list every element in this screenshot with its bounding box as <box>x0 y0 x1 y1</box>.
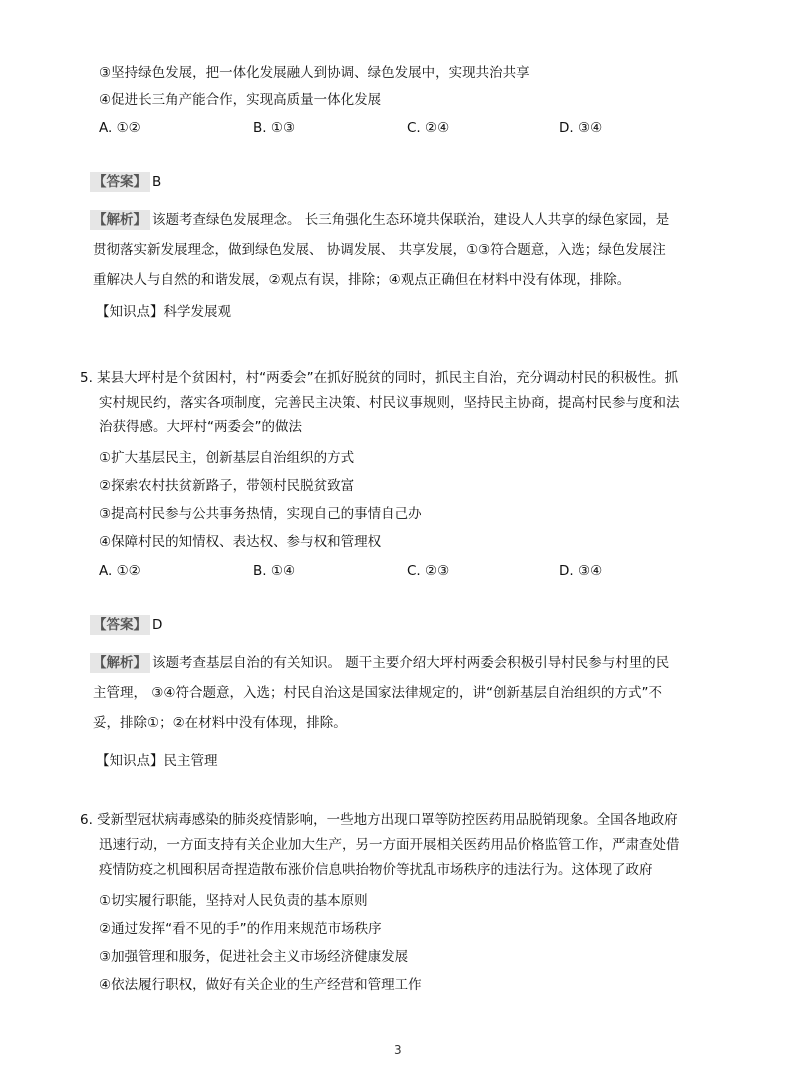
q5-stem-line-3: 治获得感。大坪村“两委会”的做法 <box>99 419 302 435</box>
prev-answer <box>90 172 161 192</box>
q5-item-1: ①扩大基层民主，创新基层自治组织的方式 <box>99 450 355 466</box>
prev-option-d: D. ③④ <box>559 120 603 136</box>
prev-option-b: B. ①③ <box>253 120 296 136</box>
q5-option-a: A. ①② <box>99 563 141 579</box>
q5-stem-line-1: 5. 某县大坪村是个贫困村，村“两委会”在抓好脱贫的同时，抓民主自治，充分调动村民的积极性。抓 <box>80 370 679 386</box>
analysis-tag: 【解析】 <box>90 653 150 673</box>
q5-item-3: ③提高村民参与公共事务热情，实现自己的事情自己办 <box>99 506 422 522</box>
q5-option-c: C. ②③ <box>407 563 450 579</box>
q5-analysis-line-1 <box>90 653 669 673</box>
q5-option-d: D. ③④ <box>559 563 603 579</box>
q6-stem-line-2: 迅速行动，一方面支持有关企业加大生产，另一方面开展相关医药用品价格监管工作，严肃查处借 <box>99 837 680 853</box>
q5-knowledge-point: 【知识点】民主管理 <box>96 753 218 769</box>
prev-analysis-line-1 <box>90 210 669 230</box>
q5-answer <box>90 615 162 635</box>
prev-knowledge-point: 【知识点】科学发展观 <box>96 304 231 320</box>
prev-item-4: ④促进长三角产能合作，实现高质量一体化发展 <box>99 92 382 108</box>
q5-analysis-line-2: 主管理， ③④符合题意，入选；村民自治这是国家法律规定的，讲“创新基层自治组织的方式”不 <box>93 685 662 701</box>
q5-stem-line-2: 实村规民约，落实各项制度，完善民主决策、村民议事规则，坚持民主协商，提高村民参与度和法 <box>99 395 680 411</box>
answer-value: D <box>152 617 163 633</box>
answer-tag: 【答案】 <box>90 172 150 192</box>
analysis-text: 该题考查基层自治的有关知识。 题干主要介绍大坪村两委会积极引导村民参与村里的民 <box>152 655 670 671</box>
q6-item-3: ③加强管理和服务，促进社会主义市场经济健康发展 <box>99 949 409 965</box>
answer-tag: 【答案】 <box>90 615 150 635</box>
prev-analysis-line-2: 贯彻落实新发展理念，做到绿色发展、 协调发展、 共享发展，①③符合题意，入选；绿色发展注 <box>93 242 666 258</box>
q6-stem-line-1: 6. 受新型冠状病毒感染的肺炎疫情影响，一些地方出现口罩等防控医药用品脱销现象。全国各地政府 <box>80 812 678 828</box>
q5-option-b: B. ①④ <box>253 563 296 579</box>
analysis-text: 该题考查绿色发展理念。 长三角强化生态环境共保联治，建设人人共享的绿色家园，是 <box>152 212 670 228</box>
q6-item-2: ②通过发挥“看不见的手”的作用来规范市场秩序 <box>99 921 382 937</box>
q6-stem-line-3: 疫情防疫之机囤积居奇捏造散布涨价信息哄抬物价等扰乱市场秩序的违法行为。这体现了政府 <box>99 862 653 878</box>
q5-item-2: ②探索农村扶贫新路子，带领村民脱贫致富 <box>99 478 355 494</box>
prev-item-3: ③坚持绿色发展，把一体化发展融人到协调、绿色发展中，实现共治共享 <box>99 65 530 81</box>
prev-option-a: A. ①② <box>99 120 141 136</box>
q6-item-1: ①切实履行职能，坚持对人民负责的基本原则 <box>99 893 368 909</box>
q5-analysis-line-3: 妥，排除①；②在材料中没有体现，排除。 <box>93 715 347 731</box>
analysis-tag: 【解析】 <box>90 210 150 230</box>
answer-value: B <box>152 174 162 190</box>
q5-item-4: ④保障村民的知情权、表达权、参与权和管理权 <box>99 534 382 550</box>
page-number: 3 <box>394 1043 402 1057</box>
q6-item-4: ④依法履行职权，做好有关企业的生产经营和管理工作 <box>99 977 422 993</box>
prev-analysis-line-3: 重解决人与自然的和谐发展，②观点有误，排除；④观点正确但在材料中没有体现，排除。 <box>93 272 631 288</box>
prev-option-c: C. ②④ <box>407 120 450 136</box>
